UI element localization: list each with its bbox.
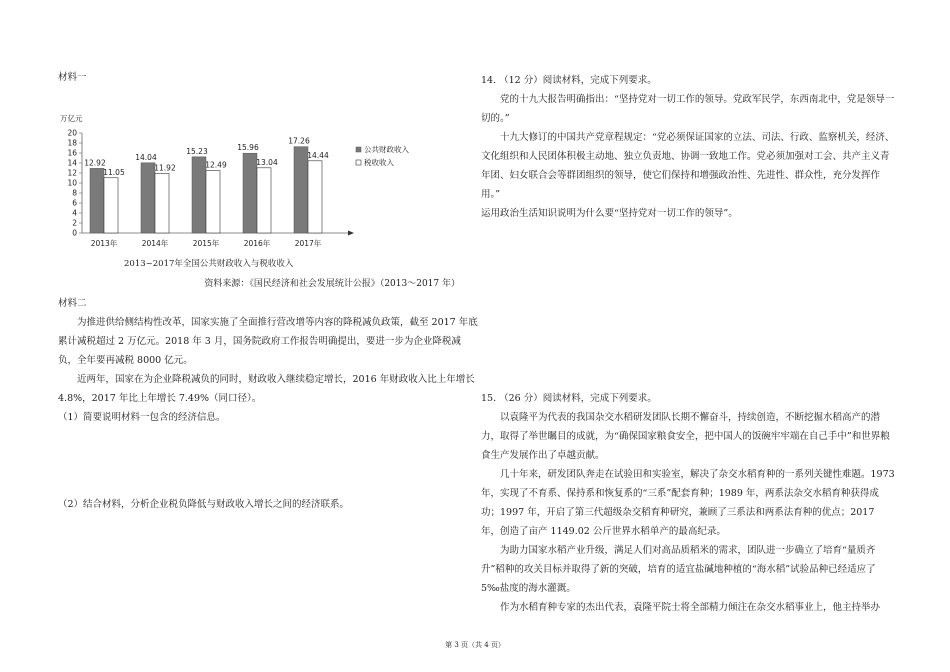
bar-tax-revenue (257, 168, 271, 233)
data-label-tax-revenue: 11.05 (103, 167, 125, 177)
data-label-public-revenue: 14.04 (135, 152, 157, 162)
bar-public-revenue (294, 147, 308, 233)
material2-title: 材料二 (58, 298, 87, 309)
bar-public-revenue (90, 168, 104, 233)
legend-swatch-tax-revenue (356, 160, 361, 165)
q15-paragraph-3: 为助力国家水稻产业升级，满足人们对高品质稻米的需求，团队进一步确立了培育“量质齐升”稻种的攻关目标并取得了新的突破，培育的适宜盐碱地种植的“海水稻”试验品种已经适应了 5‰盐度的海水灌溉。 (481, 545, 876, 594)
y-tick-label: 20 (67, 128, 77, 138)
revenue-chart (58, 87, 478, 269)
y-tick-label: 4 (72, 208, 77, 218)
y-tick-label: 12 (67, 168, 77, 178)
right-column (481, 71, 896, 617)
bar-tax-revenue (155, 173, 169, 233)
bar-public-revenue (192, 157, 206, 233)
data-label-tax-revenue: 14.44 (307, 150, 329, 160)
q14-paragraph-1: 党的十九大报告明确指出：“坚持党对一切工作的领导。党政军民学，东西南北中，党是领导一切的。” (481, 94, 895, 124)
data-label-tax-revenue: 13.04 (256, 157, 278, 167)
legend-label-public-revenue: 公共财政收入 (364, 145, 409, 154)
bar-public-revenue (141, 163, 155, 233)
question-2: （2）结合材料，分析企业税负降低与财政收入增长之间的经济联系。 (58, 499, 350, 510)
x-tick-label: 2015年 (192, 239, 220, 248)
left-column (58, 68, 478, 514)
q15-paragraph-4: 作为水稻育种专家的杰出代表，袁隆平院士将全部精力倾注在杂交水稻事业上，他主持举办 (500, 602, 881, 613)
y-tick-label: 2 (72, 218, 77, 228)
chart-source: 资料来源：《国民经济和社会发展统计公报》（2013～2017 年） (204, 279, 460, 289)
q15-header: 15. （26 分）阅读材料，完成下列要求。 (481, 393, 657, 404)
q15-paragraph-1: 以袁隆平为代表的我国杂交水稻研发团队长期不懈奋斗，持续创造，不断挖掘水稻高产的潜力，取得了举世瞩目的成就，为“确保国家粮食安全，把中国人的饭碗牢牢端在自己手中”和世界粮食生产发展作出了卓越贡献。 (481, 412, 890, 461)
x-axis-arrow (348, 231, 354, 236)
x-tick-label: 2016年 (243, 239, 271, 248)
data-label-tax-revenue: 12.49 (205, 160, 227, 170)
x-tick-label: 2014年 (141, 239, 169, 248)
q14-header: 14. （12 分）阅读材料，完成下列要求。 (481, 75, 657, 86)
page-footer: 第 3 页（共 4 页） (445, 641, 505, 649)
bar-tax-revenue (206, 171, 220, 233)
bar-tax-revenue (308, 161, 322, 233)
y-tick-label: 6 (72, 198, 77, 208)
data-label-public-revenue: 17.26 (288, 136, 310, 146)
x-tick-label: 2013年 (90, 239, 118, 248)
legend-label-tax-revenue: 税收收入 (364, 158, 394, 167)
material2-paragraph-2: 近两年，国家在为企业降税减负的同时，财政收入继续稳定增长，2016 年财政收入比上年增长 4.8%，2017 年比上年增长 7.49%（同口径）。 (58, 374, 475, 404)
legend-swatch-public-revenue (356, 147, 361, 152)
chart-caption: 2013~2017年全国公共财政收入与税收收入 (124, 259, 294, 269)
bar-public-revenue (243, 153, 257, 233)
y-tick-label: 8 (72, 188, 77, 198)
data-label-tax-revenue: 11.92 (154, 163, 176, 173)
data-label-public-revenue: 12.92 (84, 158, 106, 168)
q14-task: 运用政治生活知识说明为什么要“坚持党对一切工作的领导”。 (481, 208, 738, 219)
y-tick-label: 18 (67, 138, 77, 148)
y-tick-label: 10 (67, 178, 77, 188)
y-tick-label: 0 (72, 228, 77, 238)
q15-paragraph-2: 几十年来，研发团队奔走在试验田和实验室，解决了杂交水稻育种的一系列关键性难题。1973 年，实现了不育系、保持系和恢复系的“三系”配套育种；1989 年，两系法杂交水稻育种获得成功；1997 年，开启了第三代超级杂交稻育种研究，兼顾了三系法和两系法育种的优点；2017 年，创造了亩产 1149.02 公斤世界水稻单产的最高纪录。 (481, 469, 895, 537)
x-tick-label: 2017年 (294, 239, 322, 248)
bar-tax-revenue (104, 178, 118, 233)
y-tick-label: 14 (67, 158, 77, 168)
y-axis-label: 万亿元 (60, 114, 83, 123)
data-label-public-revenue: 15.96 (237, 143, 259, 153)
material1-title: 材料一 (58, 72, 87, 83)
question-1: （1）简要说明材料一包含的经济信息。 (58, 412, 226, 423)
material2-paragraph-1: 为推进供给侧结构性改革，国家实施了全面推行营改增等内容的降税减负政策，截至 2017 年底累计减税超过 2 万亿元。2018 年 3 月，国务院政府工作报告明确提出，要进一步为企业降税减负，全年要再减税 8000 亿元。 (58, 317, 478, 366)
data-label-public-revenue: 15.23 (186, 146, 208, 156)
y-tick-label: 16 (67, 148, 77, 158)
q14-paragraph-2: 十九大修订的中国共产党章程规定：“党必须保证国家的立法、司法、行政、监察机关，经济、文化组织和人民团体积极主动地、独立负责地、协调一致地工作。党必须加强对工会、共产主义青年团、妇女联合会等群团组织的领导，使它们保持和增强政治性、先进性、群众性，充分发挥作用。” (481, 132, 895, 200)
revenue-chart-svg (58, 87, 478, 257)
